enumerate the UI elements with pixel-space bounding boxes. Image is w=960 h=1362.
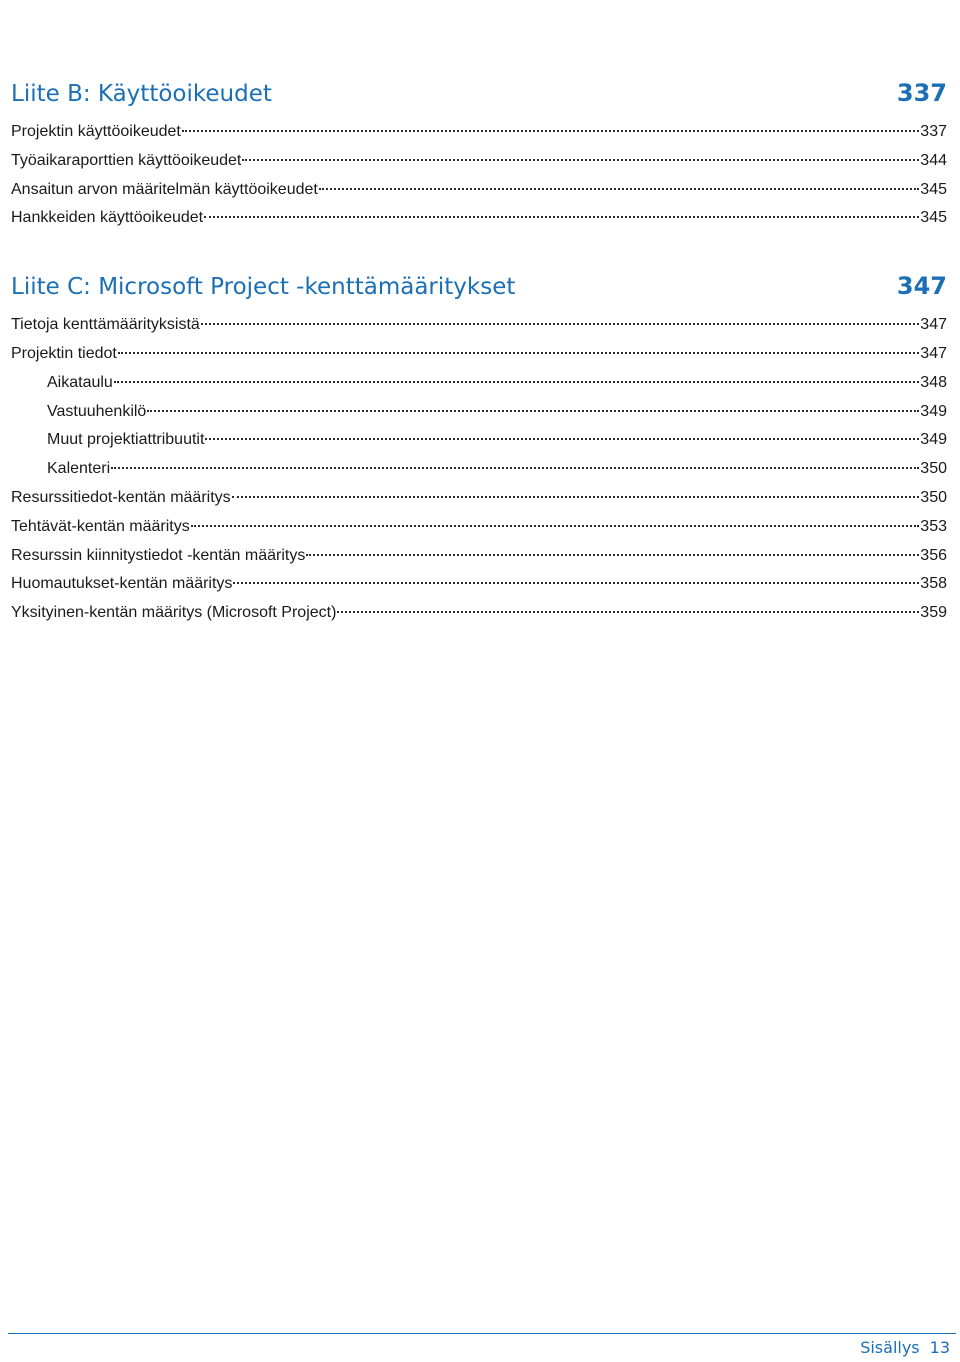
toc-entry[interactable] [11, 118, 947, 147]
toc-entry[interactable] [11, 570, 947, 599]
toc-entry-page: 349 [920, 402, 947, 420]
toc-entry-label: Työaikaraporttien käyttöoikeudet [11, 151, 242, 169]
toc-entry[interactable] [11, 204, 947, 233]
dot-leader [242, 159, 919, 161]
toc-entry-page: 356 [920, 546, 947, 564]
toc-subentry[interactable] [11, 426, 947, 455]
section-page-number: 347 [896, 272, 947, 301]
dot-leader [232, 496, 920, 498]
footer-section-name: Sisällys [860, 1338, 920, 1357]
section-heading[interactable] [11, 269, 947, 303]
dot-leader [306, 554, 919, 556]
toc-entry-label: Resurssin kiinnitystiedot -kentän määritys [11, 546, 306, 564]
dot-leader [191, 525, 920, 527]
toc-entry-page: 345 [920, 209, 947, 227]
toc-entry-label: Huomautukset-kentän määritys [11, 575, 233, 593]
dot-leader [114, 381, 919, 383]
toc-subentry[interactable] [11, 455, 947, 484]
table-of-contents [11, 76, 947, 628]
toc-entry-page: 359 [920, 604, 947, 622]
toc-subentry[interactable] [11, 398, 947, 427]
toc-entry[interactable] [11, 542, 947, 571]
toc-entry-page: 344 [920, 151, 947, 169]
toc-entry[interactable] [11, 599, 947, 628]
toc-entry-page: 353 [920, 517, 947, 535]
toc-entry-page: 347 [920, 344, 947, 362]
toc-entry-label: Kalenteri [47, 460, 111, 478]
toc-entry-page: 348 [920, 373, 947, 391]
toc-entry-label: Muut projektiattribuutit [47, 431, 205, 449]
toc-entry-label: Tehtävät-kentän määritys [11, 517, 190, 535]
toc-entry[interactable] [11, 484, 947, 513]
toc-entry[interactable] [11, 340, 947, 369]
toc-entry[interactable] [11, 176, 947, 205]
toc-entry-label: Resurssitiedot-kentän määritys [11, 488, 231, 506]
toc-entry-label: Ansaitun arvon määritelmän käyttöoikeudet [11, 180, 318, 198]
toc-entry-page: 350 [920, 460, 947, 478]
toc-entry-label: Projektin käyttöoikeudet [11, 123, 181, 140]
toc-entry-page: 337 [920, 123, 947, 140]
toc-entry-label: Vastuuhenkilö [47, 402, 147, 420]
section-heading[interactable] [11, 76, 947, 110]
dot-leader [233, 582, 919, 584]
page-footer [860, 1338, 950, 1357]
toc-section-appendix-b [11, 76, 947, 233]
dot-leader [147, 410, 919, 412]
toc-entry-page: 350 [920, 488, 947, 506]
toc-entry-page: 349 [920, 431, 947, 449]
dot-leader [182, 130, 919, 132]
dot-leader [205, 438, 919, 440]
toc-entry-label: Tietoja kenttämäärityksistä [11, 316, 200, 334]
dot-leader [111, 467, 919, 469]
section-page-number: 337 [896, 79, 947, 107]
toc-entry-page: 347 [920, 316, 947, 334]
toc-entry-page: 345 [920, 180, 947, 198]
toc-entry-label: Projektin tiedot [11, 344, 117, 362]
dot-leader [337, 611, 919, 613]
dot-leader [118, 352, 919, 354]
toc-entry[interactable] [11, 513, 947, 542]
section-title: Liite C: Microsoft Project -kenttämääritykset [11, 274, 516, 301]
toc-subentry[interactable] [11, 369, 947, 398]
section-title: Liite B: Käyttöoikeudet [11, 81, 272, 107]
toc-entry[interactable] [11, 311, 947, 340]
toc-entry-label: Yksityinen-kentän määritys (Microsoft Project) [11, 604, 337, 622]
footer-divider [8, 1333, 956, 1334]
toc-entry-label: Hankkeiden käyttöoikeudet [11, 209, 204, 227]
toc-entry[interactable] [11, 147, 947, 176]
footer-page-number: 13 [929, 1338, 950, 1357]
dot-leader [201, 323, 919, 325]
toc-entry-label: Aikataulu [47, 373, 113, 391]
toc-entry-page: 358 [920, 575, 947, 593]
dot-leader [204, 216, 919, 218]
dot-leader [319, 188, 919, 190]
toc-section-appendix-c [11, 269, 947, 628]
